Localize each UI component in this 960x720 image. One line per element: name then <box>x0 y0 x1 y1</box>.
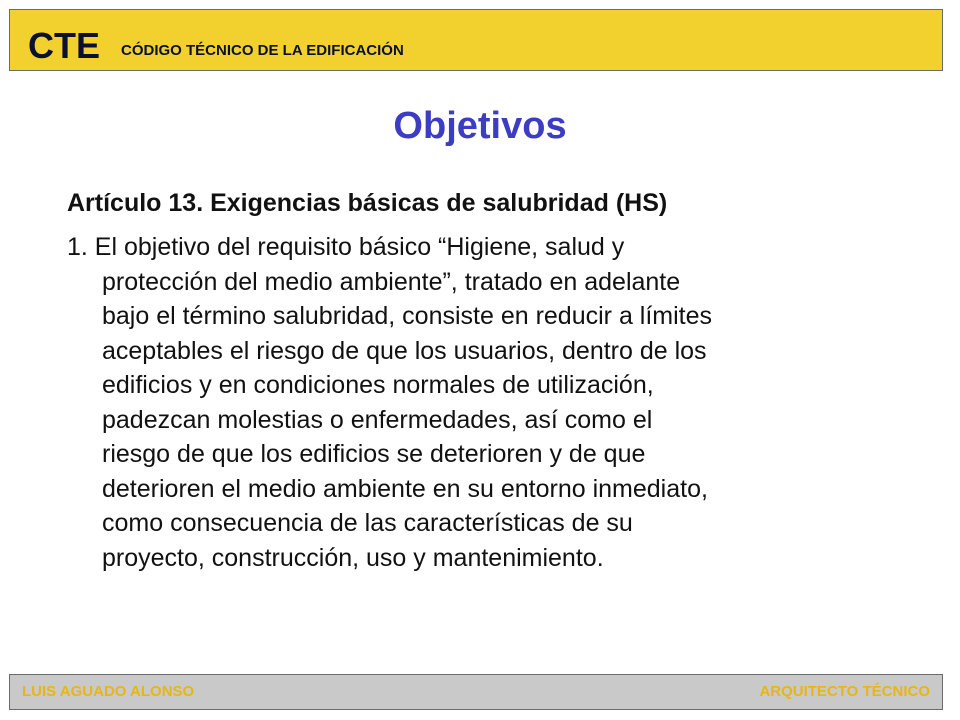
body-line: proyecto, construcción, uso y mantenimiento. <box>102 543 604 572</box>
slide-title: Objetivos <box>393 105 567 147</box>
header-bar <box>9 9 943 71</box>
body-line: edificios y en condiciones normales de utilización, <box>102 371 654 399</box>
article-body <box>67 230 897 575</box>
body-line: protección del medio ambiente”, tratado en adelante <box>102 267 681 296</box>
footer-author: LUIS AGUADO ALONSO <box>22 683 195 700</box>
body-line: riesgo de que los edificios se deterioren y de que <box>102 440 646 468</box>
body-line: aceptables el riesgo de que los usuarios, dentro de los <box>102 336 707 365</box>
header-subtitle: CÓDIGO TÉCNICO DE LA EDIFICACIÓN <box>121 42 404 59</box>
body-line: bajo el término salubridad, consiste en reducir a límites <box>102 302 713 330</box>
body-line: deterioren el medio ambiente en su entorno inmediato, <box>102 474 708 503</box>
footer-bar <box>9 674 943 710</box>
body-line: 1. El objetivo del requisito básico “Higiene, salud y <box>67 233 625 261</box>
header-logo: CTE <box>28 25 100 66</box>
body-line: como consecuencia de las características de su <box>102 509 633 537</box>
article-heading: Artículo 13. Exigencias básicas de salubridad (HS) <box>67 189 668 217</box>
body-line: padezcan molestias o enfermedades, así como el <box>102 405 653 434</box>
footer-role: ARQUITECTO TÉCNICO <box>759 683 930 700</box>
